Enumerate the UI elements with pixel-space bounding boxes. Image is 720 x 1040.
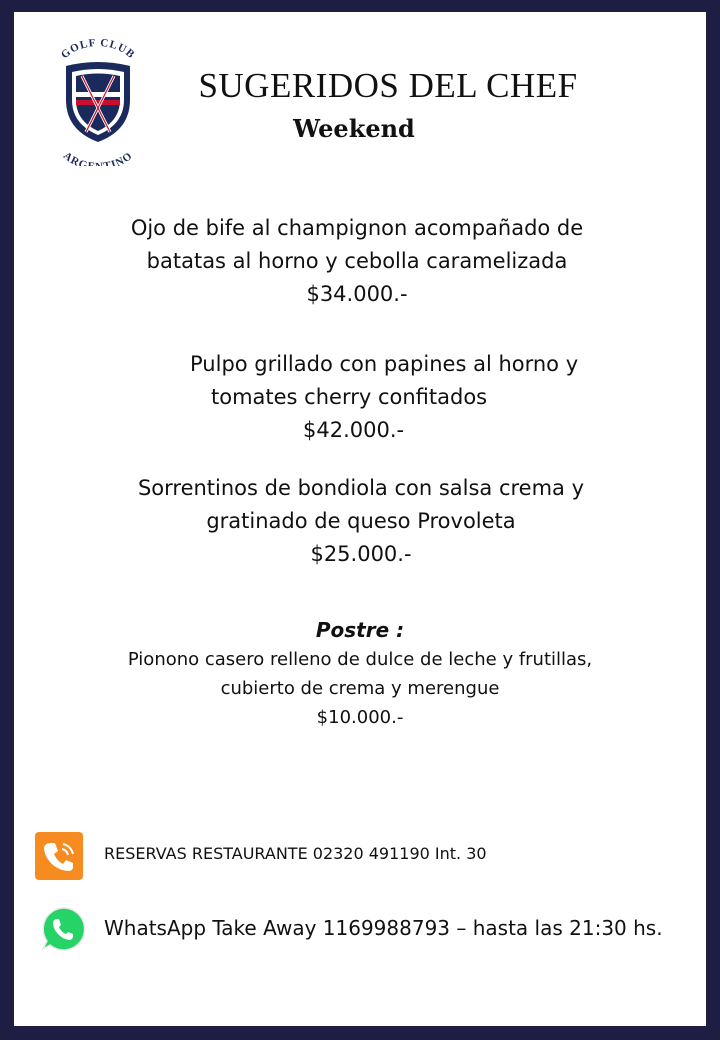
dessert-price: $10.000.- [316, 707, 404, 728]
phone-icon [35, 832, 83, 880]
page-title: SUGERIDOS DEL CHEF [198, 66, 578, 105]
crest-icon [50, 38, 146, 166]
logo-bottom-text: ARG INO [60, 149, 136, 166]
dessert-description-line: Pionono casero relleno de dulce de leche y frutillas, [127, 649, 593, 670]
whatsapp-icon [38, 904, 88, 954]
golf-club-logo [50, 38, 146, 166]
dish-price: $34.000.- [306, 282, 408, 306]
svg-text:ARGENTINO [61, 150, 135, 166]
dish-description-line: Sorrentinos de bondiola con salsa crema y [137, 476, 585, 500]
menu-page [14, 12, 706, 1026]
reservations-contact: RESERVAS RESTAURANTE 02320 491190 Int. 30 [104, 844, 487, 863]
dish-description-line: Ojo de bife al champignon acompañado de [130, 216, 584, 240]
svg-text:GOLF CLUB [59, 38, 137, 61]
dessert-section [74, 616, 646, 732]
whatsapp-contact: WhatsApp Take Away 1169988793 – hasta las 21:30 hs. [104, 916, 663, 940]
dish-description-line: Pulpo grillado con papines al horno y [190, 352, 579, 376]
dish-description-line: gratinado de queso Provoleta [206, 509, 516, 533]
dish-price: $25.000.- [310, 542, 412, 566]
page-subtitle: Weekend [293, 114, 415, 143]
dish-description-line: batatas al horno y cebolla caramelizada [146, 249, 568, 273]
dish-price: $42.000.- [303, 418, 405, 442]
logo-top-text: GOLF CLUB [58, 38, 138, 62]
dessert-heading: Postre : [315, 618, 405, 642]
dish-description-line: tomates cherry confitados [211, 385, 488, 409]
dessert-description-line: cubierto de crema y merengue [220, 678, 500, 699]
dish-item [110, 212, 604, 311]
dish-item [190, 348, 590, 447]
dish-item [114, 472, 608, 571]
